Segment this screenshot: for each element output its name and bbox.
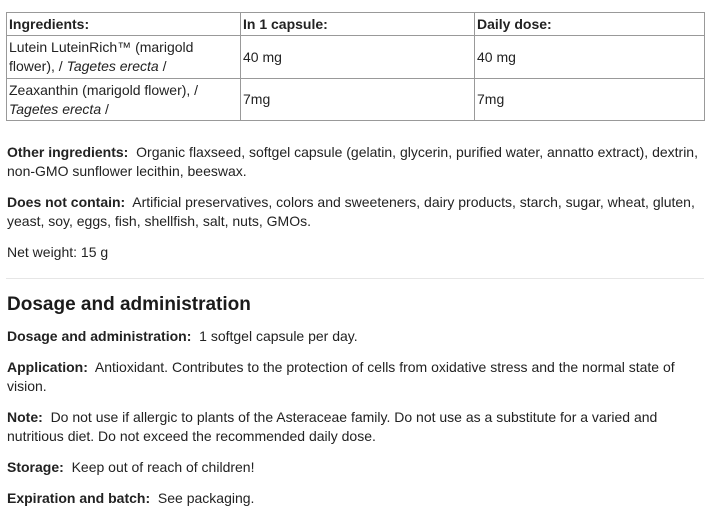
header-ingredients: Ingredients: [7, 13, 241, 36]
ingredient-name: Zeaxanthin (marigold flower), / Tagetes erecta / [7, 79, 241, 121]
header-in-1-capsule: In 1 capsule: [241, 13, 475, 36]
table-row [7, 36, 705, 79]
table-header-row [7, 13, 705, 36]
amount-per-capsule: 40 mg [241, 36, 475, 79]
amount-per-capsule: 7mg [241, 79, 475, 121]
expiration-line: Expiration and batch: See packaging. [7, 490, 255, 506]
table-row [7, 79, 705, 121]
amount-daily-dose: 40 mg [475, 36, 705, 79]
section-divider [6, 278, 704, 279]
ingredient-name: Lutein LuteinRich™ (marigold flower), / Tagetes erecta / [7, 36, 241, 79]
note-line: Note: Do not use if allergic to plants of the Asteraceae family. Do not use as a substitute for a varied and nutritious diet. Do not exceed the recommended daily dose. [7, 409, 658, 444]
section-title: Dosage and administration [7, 294, 251, 315]
application-line: Application: Antioxidant. Contributes to the protection of cells from oxidative stress and the normal state of vision. [7, 359, 675, 394]
other-ingredients: Other ingredients: Organic flaxseed, softgel capsule (gelatin, glycerin, purified water, annatto extract), dextrin, non-GMO sunflower lecithin, beeswax. [7, 144, 698, 179]
dosage-line: Dosage and administration: 1 softgel capsule per day. [7, 328, 358, 344]
does-not-contain: Does not contain: Artificial preservatives, colors and sweeteners, dairy products, starch, sugar, wheat, gluten, yeast, soy, eggs, fish, shellfish, salt, nuts, GMOs. [7, 194, 695, 229]
storage-line: Storage: Keep out of reach of children! [7, 459, 255, 475]
amount-daily-dose: 7mg [475, 79, 705, 121]
ingredients-table [6, 12, 705, 121]
net-weight: Net weight: 15 g [7, 244, 109, 260]
header-daily-dose: Daily dose: [475, 13, 705, 36]
